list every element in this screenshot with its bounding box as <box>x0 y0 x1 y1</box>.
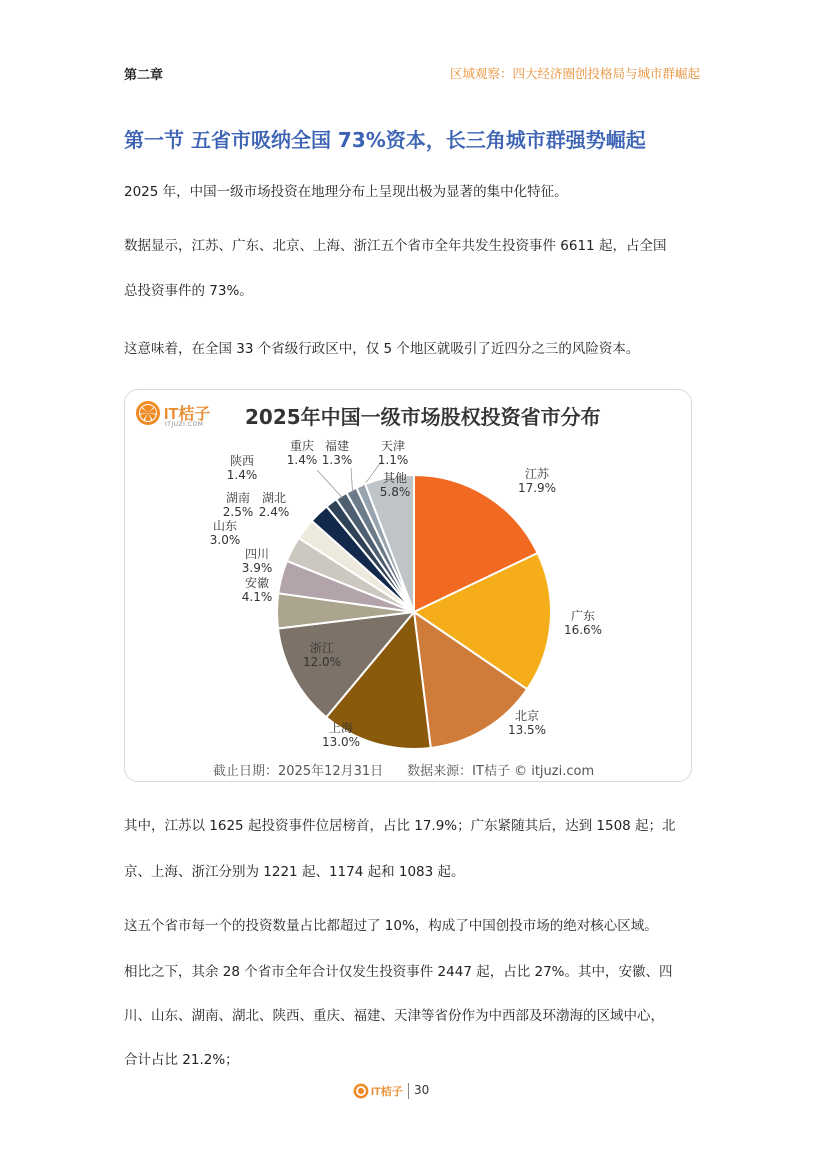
paragraph-6-line-3: 合计占比 21.2%； <box>124 1052 239 1068</box>
slice-label-10: 湖北 <box>261 491 287 505</box>
section-running-title: 区域观察：四大经济圈创投格局与城市群崛起 <box>449 66 700 81</box>
slice-value-3: 13.5% <box>507 723 547 737</box>
slice-label-9: 湖南 <box>225 491 251 505</box>
chart-title: 2025年中国一级市场股权投资省市分布 <box>245 405 601 429</box>
slice-value-11: 1.4% <box>226 468 258 482</box>
pie-chart <box>125 390 691 781</box>
slice-label-4: 上海 <box>328 721 354 735</box>
logo-domain: ITJUZI.COM <box>165 421 204 428</box>
paragraph-5: 这五个省市每一个的投资数量占比都超过了 10%，构成了中国创投市场的绝对核心区域。 <box>124 918 658 934</box>
slice-value-1: 17.9% <box>517 481 557 495</box>
leader-line-12 <box>317 470 343 498</box>
slice-label-15: 其他 <box>382 471 408 485</box>
footer-logo-text: IT桔子 <box>371 1086 403 1098</box>
chapter-label: 第二章 <box>124 68 164 83</box>
slice-value-12: 1.4% <box>286 453 318 467</box>
slice-label-11: 陕西 <box>229 454 255 468</box>
slice-value-10: 2.4% <box>258 505 290 519</box>
footer-orange-icon <box>353 1083 369 1099</box>
slice-label-6: 安徽 <box>244 576 270 590</box>
slice-label-8: 山东 <box>212 519 238 533</box>
slice-label-1: 江苏 <box>524 467 550 481</box>
paragraph-6-line-1: 相比之下，其余 28 个省市全年合计仅发生投资事件 2447 起，占比 27%。其中，安徽、四 <box>124 964 673 980</box>
paragraph-2-line-1: 数据显示，江苏、广东、北京、上海、浙江五个省市全年共发生投资事件 6611 起，占全国 <box>124 238 667 254</box>
slice-label-14: 天津 <box>380 439 406 453</box>
date-note: 截止日期：2025年12月31日 <box>213 764 384 779</box>
logo-wordmark: IT桔子 <box>164 406 211 423</box>
chart-card <box>124 389 692 782</box>
slice-label-12: 重庆 <box>289 439 315 453</box>
slice-value-2: 16.6% <box>563 623 603 637</box>
slice-value-6: 4.1% <box>241 590 273 604</box>
paragraph-2-line-2: 总投资事件的 73%。 <box>124 283 253 299</box>
slice-label-7: 四川 <box>244 547 270 561</box>
slice-label-2: 广东 <box>570 609 596 623</box>
slice-value-7: 3.9% <box>241 561 273 575</box>
paragraph-4-line-2: 京、上海、浙江分别为 1221 起、1174 起和 1083 起。 <box>124 864 465 880</box>
chart-footnote <box>213 760 618 779</box>
slice-label-13: 福建 <box>324 439 350 453</box>
paragraph-3: 这意味着，在全国 33 个省级行政区中，仅 5 个地区就吸引了近四分之三的风险资本。 <box>124 341 640 357</box>
slice-label-5: 浙江 <box>309 641 335 655</box>
slice-value-5: 12.0% <box>302 655 342 669</box>
slice-value-14: 1.1% <box>377 453 409 467</box>
page-number: 30 <box>414 1083 430 1097</box>
slice-value-9: 2.5% <box>222 505 254 519</box>
paragraph-6-line-2: 川、山东、湖南、湖北、陕西、重庆、福建、天津等省份作为中西部及环渤海的区域中心， <box>124 1008 664 1024</box>
paragraph-1: 2025 年，中国一级市场投资在地理分布上呈现出极为显著的集中化特征。 <box>124 184 568 200</box>
section-heading: 第一节 五省市吸纳全国 73%资本，长三角城市群强势崛起 <box>124 128 646 152</box>
source-note: 数据来源：IT桔子 © itjuzi.com <box>407 764 595 779</box>
paragraph-4-line-1: 其中，江苏以 1625 起投资事件位居榜首，占比 17.9%；广东紧随其后，达到 1508 起；北 <box>124 818 676 834</box>
slice-value-13: 1.3% <box>321 453 353 467</box>
slice-label-3: 北京 <box>514 709 540 723</box>
slice-value-4: 13.0% <box>321 735 361 749</box>
footer-divider <box>408 1083 409 1099</box>
slice-value-8: 3.0% <box>209 533 241 547</box>
slice-value-15: 5.8% <box>379 485 411 499</box>
